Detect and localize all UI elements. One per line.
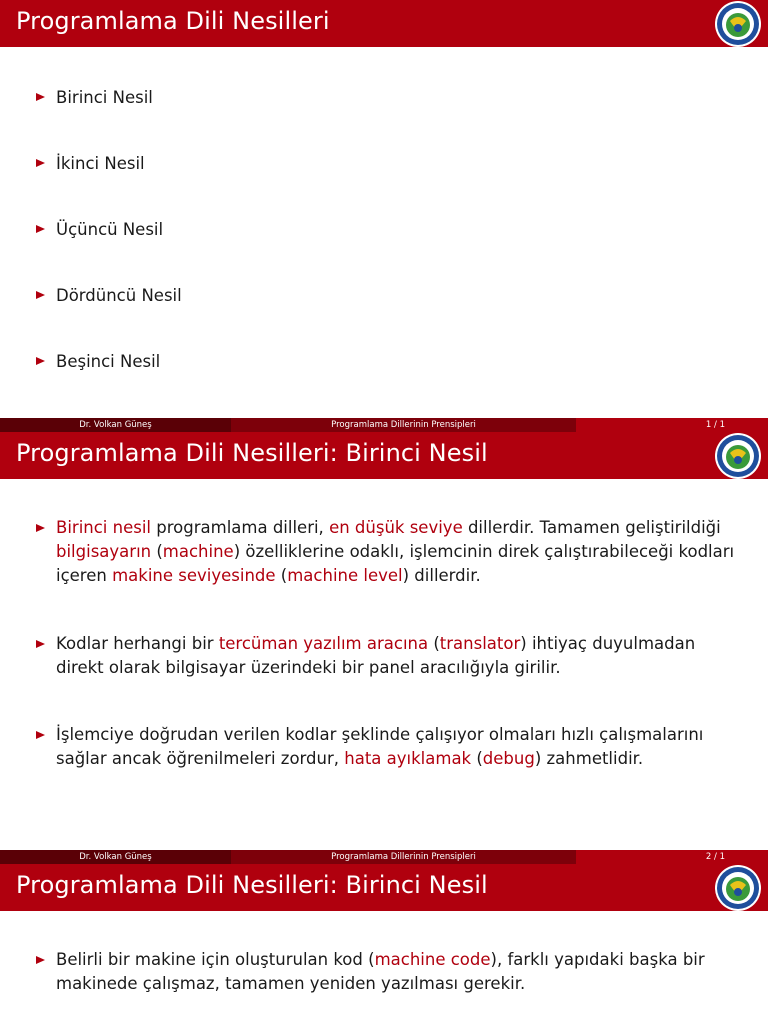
highlighted-term: debug xyxy=(482,749,535,768)
text-segment: ) zahmetlidir. xyxy=(534,749,644,768)
text-segment: Kodlar herhangi bir xyxy=(56,634,219,653)
slide-title: Programlama Dili Nesilleri: Birinci Nesil xyxy=(16,871,488,899)
university-seal-icon xyxy=(714,864,762,912)
footer-author: Dr. Volkan Güneş xyxy=(0,418,231,432)
text-segment: ( xyxy=(471,749,483,768)
list-item-text xyxy=(56,723,748,771)
highlighted-term: hata ayıklamak xyxy=(344,749,472,768)
list-item-text xyxy=(56,948,748,996)
highlighted-term: machine level xyxy=(287,566,403,585)
footer-author: Dr. Volkan Güneş xyxy=(0,850,231,864)
triangle-bullet-icon xyxy=(36,225,45,233)
highlighted-term: machine xyxy=(162,542,234,561)
list-item-text xyxy=(56,632,748,680)
footer-page-number: 1 / 1 xyxy=(705,420,725,430)
slide-title-bar xyxy=(0,0,768,47)
university-seal-icon xyxy=(714,432,762,480)
text-segment: ), farklı yapıdaki başka bir makinede çalışmaz, tamamen yeniden yazılması gerekir. xyxy=(56,950,705,993)
text-segment: ( xyxy=(151,542,163,561)
triangle-bullet-icon xyxy=(36,524,45,532)
list-item-text: Üçüncü Nesil xyxy=(56,220,164,239)
list-item-text: Dördüncü Nesil xyxy=(56,286,182,305)
footer-course: Programlama Dillerinin Prensipleri xyxy=(231,418,576,432)
highlighted-term: en düşük seviye xyxy=(329,518,463,537)
slide-2 xyxy=(0,432,768,850)
triangle-bullet-icon xyxy=(36,640,45,648)
highlighted-term: translator xyxy=(439,634,521,653)
text-segment: ( xyxy=(275,566,288,585)
list-item-text: Beşinci Nesil xyxy=(56,352,161,371)
slide-1 xyxy=(0,0,768,418)
slide-3 xyxy=(0,864,768,1024)
text-segment: İşlemciye doğrudan verilen kodlar şeklinde çalışıyor olmaları hızlı çalışmalarını sağlar ancak öğrenilmeleri zordur, xyxy=(56,725,704,768)
text-segment: ) özelliklerine odaklı, işlemcinin direk çalıştırabileceği kodları içeren xyxy=(56,542,735,585)
slide-footer xyxy=(0,418,768,432)
list-item-text: İkinci Nesil xyxy=(56,154,145,173)
footer-page-box xyxy=(576,850,768,864)
list-item-text: Birinci Nesil xyxy=(56,88,153,107)
footer-page-number: 2 / 1 xyxy=(705,852,725,862)
university-seal-icon xyxy=(714,0,762,48)
triangle-bullet-icon xyxy=(36,291,45,299)
highlighted-term: tercüman yazılım aracına xyxy=(218,634,429,653)
triangle-bullet-icon xyxy=(36,956,45,964)
highlighted-term: makine seviyesinde xyxy=(112,566,276,585)
triangle-bullet-icon xyxy=(36,357,45,365)
footer-course: Programlama Dillerinin Prensipleri xyxy=(231,850,576,864)
highlighted-term: machine code xyxy=(374,950,491,969)
text-segment: ( xyxy=(428,634,440,653)
text-segment: Belirli bir makine için oluşturulan kod ( xyxy=(56,950,375,969)
slide-title-bar xyxy=(0,864,768,911)
slide-title: Programlama Dili Nesilleri xyxy=(16,7,330,35)
list-item-text xyxy=(56,516,748,588)
slide-title-bar xyxy=(0,432,768,479)
text-segment: programlama dilleri, xyxy=(151,518,330,537)
triangle-bullet-icon xyxy=(36,93,45,101)
slide-footer xyxy=(0,850,768,864)
text-segment: ) dillerdir. xyxy=(402,566,481,585)
highlighted-term: bilgisayarın xyxy=(56,542,152,561)
footer-page-box xyxy=(576,418,768,432)
triangle-bullet-icon xyxy=(36,731,45,739)
text-segment: ) ihtiyaç duyulmadan direkt olarak bilgisayar üzerindeki bir panel aracılığıyla girilir. xyxy=(56,634,696,677)
text-segment: dillerdir. Tamamen geliştirildiği xyxy=(462,518,721,537)
triangle-bullet-icon xyxy=(36,159,45,167)
slide-title: Programlama Dili Nesilleri: Birinci Nesil xyxy=(16,439,488,467)
highlighted-term: Birinci nesil xyxy=(56,518,152,537)
